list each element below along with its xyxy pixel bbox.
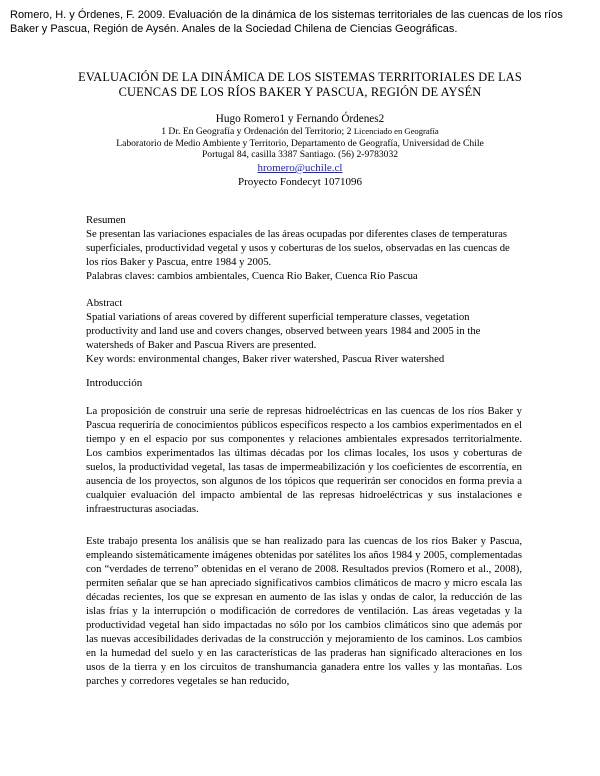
abstract-keywords: Key words: environmental changes, Baker river watershed, Pascua River watershed [86, 353, 445, 365]
abstract-text: Spatial variations of areas covered by different superficial temperature classes, vegetation productivity and land use and covers changes, observed between years 1984 and 2005 in the watersheds of Baker and Pascua Rivers are presented. [86, 311, 481, 351]
introduccion-paragraph-2: Este trabajo presenta los análisis que se han realizado para las cuencas de los ríos Baker y Pascua, empleando sistemáticamente imágenes obtenidas por satélites los años 1984 y 2005, complementadas con “verdades de terreno” obtenidas en el verano de 2008. Resultados previos (Romero et al., 2008), permiten señalar que se han apreciado significativos cambios climáticos de macro y micro escala las décadas recientes, los que se expresan en aumento de las islas y ondas de calor, la reducción de las islas frías y la interrupción o modificación de corredores de ventilación. Las áreas vegetadas y la productividad vegetal han sido impactadas no sólo por los cambios climáticos sino que además por las nuevas accesibilidades derivadas de la construcción y mejoramiento de los caminos. Los cambios en la humedad del suelo y en las características de las praderas han significado alteraciones en los usos de la tierra y en los circuitos de transhumancia ganadera entre los valles y las montañas. Los parches y corredores vegetales se han reducido, [86, 535, 522, 687]
resumen-text: Se presentan las variaciones espaciales de las áreas ocupadas por diferentes clases de temperaturas superficiales, productividad vegetal y usos y coberturas de los suelos, observadas en las cuencas de los ríos Baker y Pascua, entre 1984 y 2005. [86, 228, 510, 268]
abstract-section [86, 296, 522, 366]
paper-title [60, 70, 540, 100]
abstract-heading: Abstract [86, 297, 123, 309]
project-line: Proyecto Fondecyt 1071096 [237, 176, 363, 188]
resumen-heading: Resumen [86, 214, 126, 226]
introduccion-paragraph-1: La proposición de construir una serie de represas hidroeléctricas en las cuencas de los ríos Baker y Pascua requeriría de conocimientos públicos específicos respecto a los cambios experimentados en el tiempo y en el espacio por sus componentes y relaciones ambientales expresados territorialmente. Los cambios experimentados las últimas décadas por los climas locales, los usos y coberturas de suelos, la productividad vegetal, las tasas de impermeabilización y los coeficientes de escorrentía, en ausencia de los proyectos, son algunos de los tópicos que requerirán ser conocidos en forma previa a cualquier evaluación del impacto ambiental de las represas hidroeléctricas y sus instalaciones e infraestructuras asociadas. [86, 405, 522, 515]
affiliation-line-1 [60, 126, 540, 138]
title-line-2: CUENCAS DE LOS RÍOS BAKER Y PASCUA, REGIÓN DE AYSÉN [118, 85, 482, 99]
title-line-1: EVALUACIÓN DE LA DINÁMICA DE LOS SISTEMAS TERRITORIALES DE LAS [78, 70, 522, 84]
resumen-section [86, 213, 522, 283]
authors: Hugo Romero1 y Fernando Órdenes2 [215, 113, 385, 125]
citation-header: Romero, H. y Órdenes, F. 2009. Evaluación de la dinámica de los sistemas territoriales de las cuencas de los ríos Baker y Pascua, Región de Aysén. Anales de la Sociedad Chilena de Ciencias Geográficas. [10, 9, 563, 35]
resumen-keywords: Palabras claves: cambios ambientales, Cuenca Rio Baker, Cuenca Río Pascua [86, 270, 418, 282]
affiliation [60, 126, 540, 161]
email-line [60, 162, 540, 175]
affiliation-degree-2: Licenciado en Geografía [353, 126, 439, 136]
email-link[interactable]: hromero@uchile.cl [257, 162, 343, 174]
introduccion-heading: Introducción [86, 377, 143, 389]
affiliation-line-3: Portugal 84, casilla 3387 Santiago. (56) 2-9783032 [201, 149, 399, 160]
affiliation-line-2: Laboratorio de Medio Ambiente y Territorio, Departamento de Geografía, Universidad de Chile [116, 137, 484, 149]
affiliation-degree: 1 Dr. En Geografía y Ordenación del Territorio; 2 [161, 126, 352, 137]
